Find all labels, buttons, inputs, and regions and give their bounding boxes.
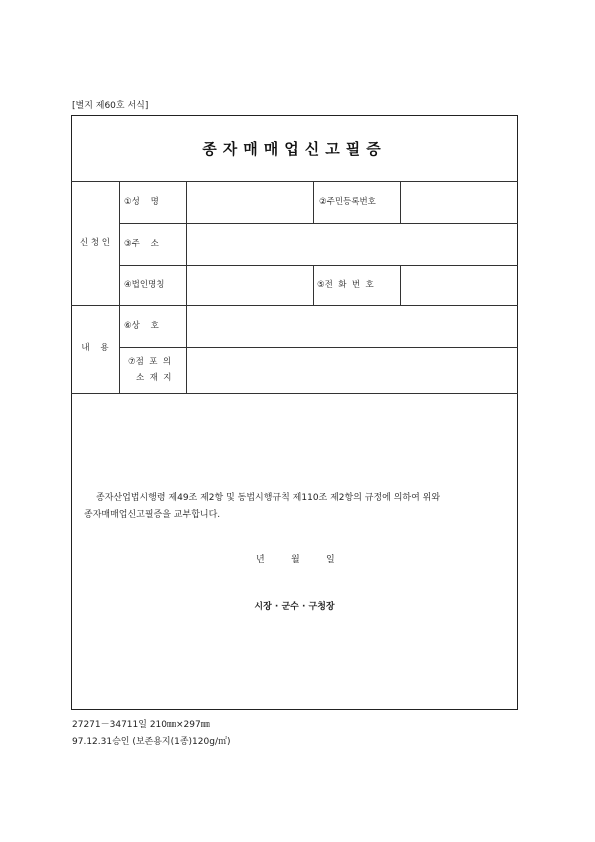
certificate-text-line-1: 종자산업법시행령 제49조 제2항 및 동법시행규칙 제110조 제2항의 규정에 의하여 위와 [96, 493, 441, 503]
resident-number-label: ②주민등록번호 [319, 197, 376, 207]
rule-row-4 [119, 347, 518, 348]
date-year: 년 [256, 555, 265, 565]
phone-label: ⑤전 화 번 호 [317, 280, 374, 290]
resident-number-field[interactable] [405, 186, 517, 220]
date-day: 일 [326, 555, 335, 565]
address-field[interactable] [190, 228, 517, 262]
footer-spec: 27271－34711일 210㎜×297㎜ [72, 720, 210, 730]
rule-content-bottom [71, 393, 518, 394]
corporate-name-field[interactable] [190, 270, 312, 302]
applicant-group-label: 신 청 인 [79, 238, 111, 248]
trade-name-label: ⑥상 호 [124, 321, 159, 331]
store-location-field[interactable] [190, 352, 517, 390]
trade-name-field[interactable] [190, 310, 517, 344]
date-month: 월 [291, 555, 300, 565]
rule-applicant-bottom [71, 305, 518, 306]
rule-row3-mid2 [400, 265, 401, 305]
name-label: ①성 명 [124, 197, 159, 207]
corporate-name-label: ④법인명칭 [124, 280, 165, 290]
store-location-label-2: 소 재 지 [136, 373, 172, 383]
rule-row-2 [119, 265, 518, 266]
rule-row3-mid [313, 265, 314, 305]
rule-row1-mid [313, 181, 314, 223]
rule-row-1 [119, 223, 518, 224]
issuer: 시장 · 군수 · 구청장 [254, 602, 335, 612]
form-title: 종자매매업신고필증 [202, 140, 387, 158]
address-label: ③주 소 [124, 239, 159, 249]
form-reference: [별지 제60호 서식] [72, 101, 149, 111]
name-field[interactable] [190, 186, 312, 220]
certificate-text-line-2: 종자매매업신고필증을 교부합니다. [84, 510, 221, 520]
content-group-label: 내 용 [81, 343, 109, 353]
rule-label-divider [186, 181, 187, 393]
store-location-label-1: ⑦점 포 의 [128, 357, 172, 367]
rule-row1-mid2 [400, 181, 401, 223]
footer-approval: 97.12.31승인 (보존용지(1종)120g/㎡) [72, 737, 231, 747]
rule-group-divider [119, 181, 120, 393]
rule-title-bottom [71, 181, 518, 182]
phone-field[interactable] [405, 270, 517, 302]
